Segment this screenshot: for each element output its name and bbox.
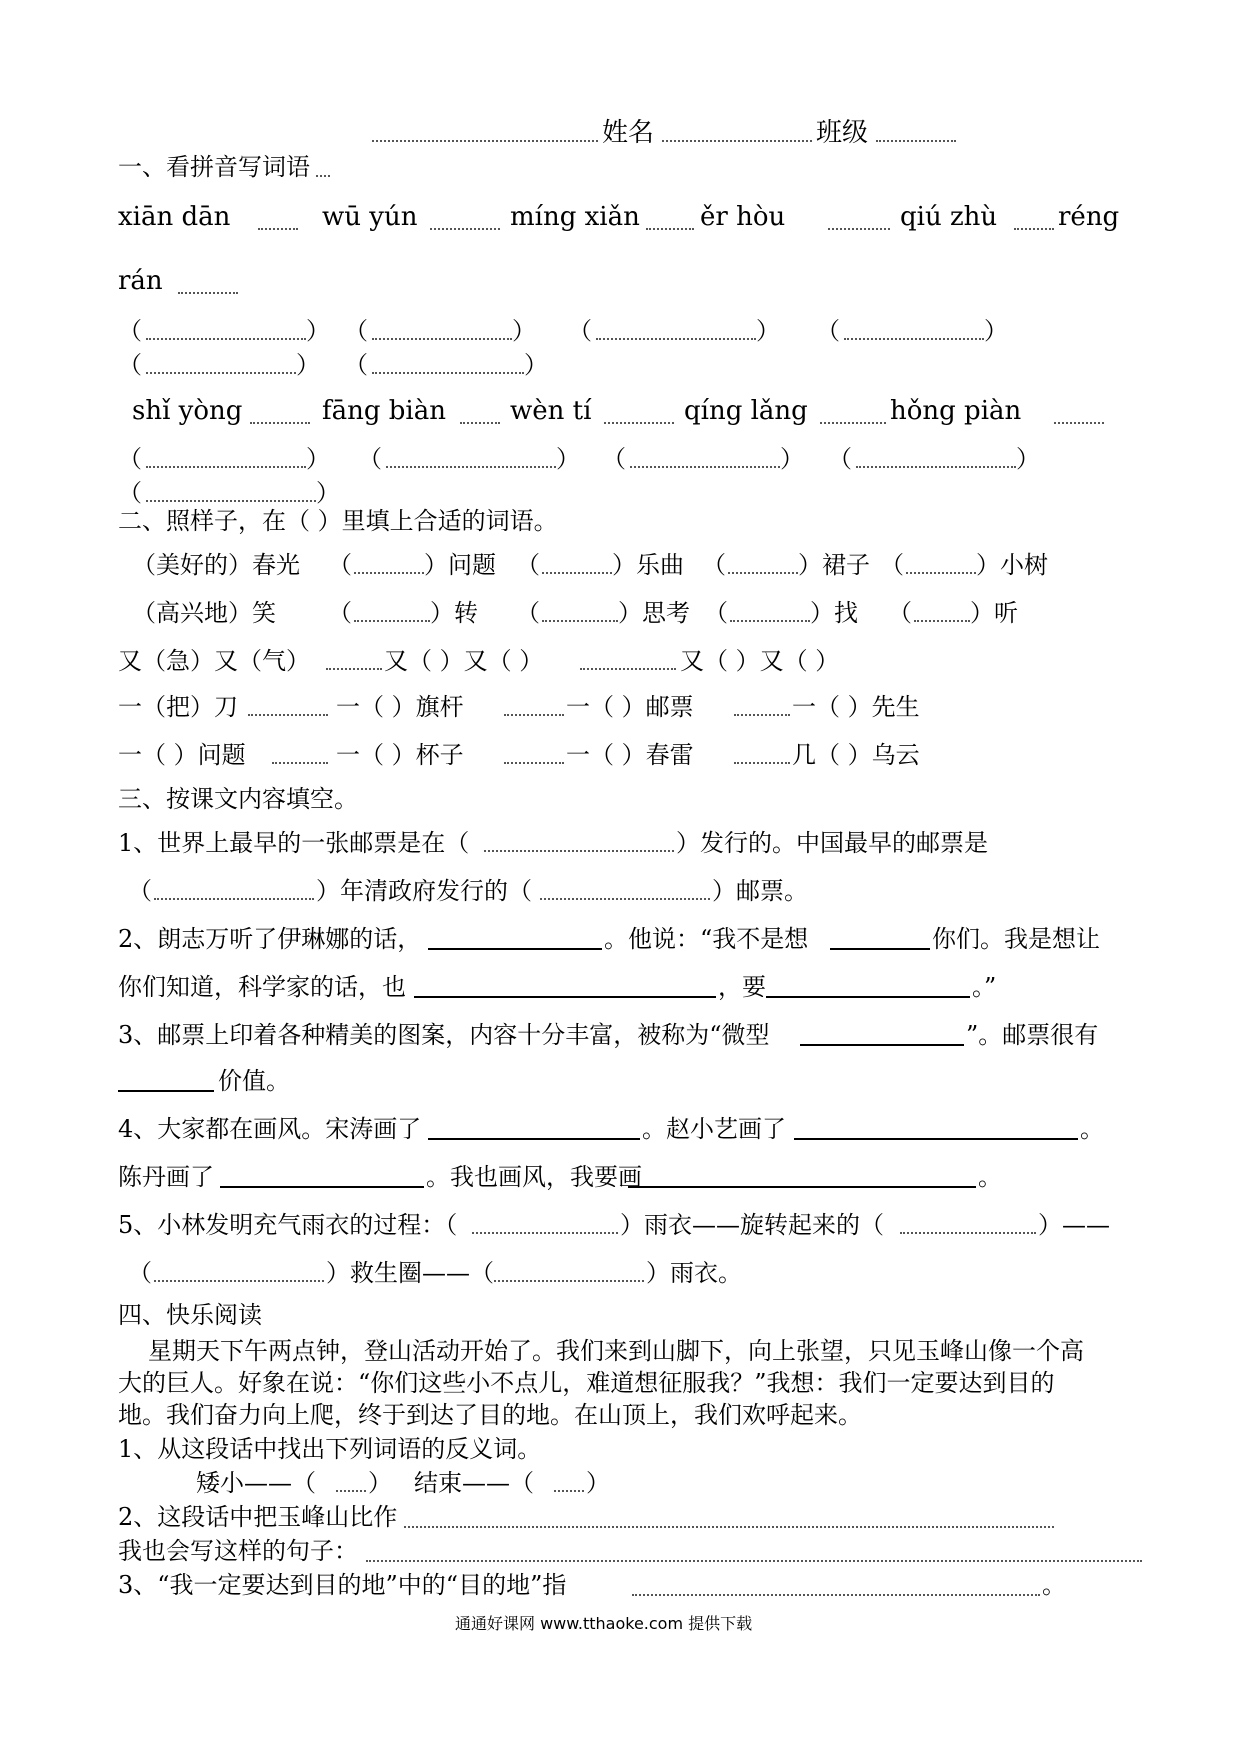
s3-q4-blank-3[interactable]	[220, 1186, 424, 1188]
s3-q5-blank-4[interactable]	[494, 1280, 644, 1282]
class-label: 班级	[816, 118, 869, 148]
title-dots	[316, 175, 330, 177]
answer-box-3[interactable]: （	[568, 317, 592, 345]
s2-l4-dots-3	[734, 714, 790, 716]
s3-q1-blank-3[interactable]	[540, 898, 710, 900]
s2-l2-blank-1[interactable]	[354, 620, 430, 622]
s2-l2-open-1: （	[328, 599, 352, 627]
answer-box-8-close: ）	[556, 445, 580, 473]
s3-q5-c: ）——	[1038, 1211, 1110, 1239]
s4-q1-antonym-2-close: ）	[586, 1469, 610, 1497]
pinyin-2: wū yún	[322, 202, 418, 232]
s3-q5-d: （	[128, 1259, 152, 1287]
answer-dots-2	[372, 338, 512, 340]
s4-q2-write: 我也会写这样的句子：	[118, 1537, 358, 1565]
s2-l2-open-4: （	[888, 599, 912, 627]
s2-l1-open-1: （	[328, 551, 352, 579]
s2-l5-item-1[interactable]: 一（ ）杯子	[336, 741, 464, 769]
s3-q2-blank-1[interactable]	[428, 948, 602, 950]
s2-l2-open-2: （	[516, 599, 540, 627]
s3-q4-f: 。	[978, 1163, 1002, 1191]
answer-box-5-close: ）	[296, 351, 320, 379]
pinyin-11: hǒng piàn	[890, 396, 1022, 426]
answer-box-2[interactable]: （	[344, 317, 368, 345]
answer-box-7-close: ）	[306, 445, 330, 473]
s3-q4-blank-4[interactable]	[628, 1186, 976, 1188]
s2-l2-word-1: ）转	[430, 599, 478, 627]
s3-q3-blank-2[interactable]	[118, 1090, 214, 1092]
answer-box-6[interactable]: （	[344, 351, 368, 379]
s2-l1-example: （美好的）春光	[132, 551, 300, 579]
s2-l2-open-3: （	[704, 599, 728, 627]
pinyin-gap-8	[460, 422, 500, 424]
s2-l2-word-4: ）听	[970, 599, 1018, 627]
s3-q2-f: 。”	[972, 973, 997, 1001]
pinyin-3: míng xiǎn	[510, 202, 640, 232]
answer-dots-7	[146, 466, 306, 468]
s3-q1-blank-1[interactable]	[484, 850, 674, 852]
name-label: 姓名	[602, 118, 655, 148]
s3-q4-blank-2[interactable]	[794, 1138, 1078, 1140]
s3-q4-d: 陈丹画了	[118, 1163, 214, 1191]
answer-box-11[interactable]: （	[118, 479, 142, 507]
s4-q1: 1、从这段话中找出下列词语的反义词。	[118, 1435, 542, 1463]
pinyin-10: qíng lǎng	[684, 396, 808, 426]
s2-l2-example: （高兴地）笑	[132, 599, 276, 627]
s3-q1-e: ）邮票。	[712, 877, 808, 905]
s2-l2-word-2: ）思考	[618, 599, 690, 627]
s2-l4-item-2[interactable]: 一（ ）邮票	[566, 693, 694, 721]
pinyin-7: shǐ yòng	[132, 396, 243, 426]
s3-q1-d: ）年清政府发行的（	[316, 877, 532, 905]
s3-q2-c: 你们。我是想让	[932, 925, 1100, 953]
s2-l2-blank-3[interactable]	[730, 620, 810, 622]
s2-l5-dots-2	[504, 762, 564, 764]
pinyin-gap-4	[828, 228, 890, 230]
s3-q3-c: 价值。	[218, 1067, 290, 1095]
section-2-title: 二、照样子，在（ ）里填上合适的词语。	[118, 507, 558, 535]
footer-text: 通通好课网 www.tthaoke.com 提供下载	[455, 1614, 753, 1633]
class-field[interactable]	[876, 140, 956, 142]
s3-q3-blank-1[interactable]	[800, 1044, 964, 1046]
answer-box-4[interactable]: （	[816, 317, 840, 345]
s4-passage-line-2: 大的巨人。好象在说：“你们这些小不点儿，难道想征服我？”我想：我们一定要达到目的	[118, 1369, 1055, 1397]
s2-l1-open-3: （	[702, 551, 726, 579]
answer-dots-10	[856, 466, 1016, 468]
s3-q1-b: ）发行的。中国最早的邮票是	[676, 829, 988, 857]
pinyin-gap-7	[250, 422, 310, 424]
s4-q1-blank-2[interactable]	[554, 1490, 584, 1492]
s2-l1-blank-3[interactable]	[728, 572, 798, 574]
s3-q3-b: ”。邮票很有	[966, 1021, 1099, 1049]
s3-q5-blank-1[interactable]	[472, 1232, 618, 1234]
s4-q1-blank-1[interactable]	[336, 1490, 366, 1492]
s3-q5-f: ）雨衣。	[646, 1259, 742, 1287]
name-field[interactable]	[662, 140, 812, 142]
s3-q5-blank-3[interactable]	[154, 1280, 324, 1282]
pinyin-6-wrap: rán	[118, 266, 163, 296]
s3-q2-blank-3[interactable]	[414, 996, 716, 998]
s2-l3-example: 又（急）又（气）	[118, 647, 310, 675]
s3-q5-a: 5、小林发明充气雨衣的过程：（	[118, 1211, 458, 1239]
pinyin-gap-5	[1014, 228, 1054, 230]
header-dots-left	[372, 140, 598, 142]
answer-box-11-close: ）	[316, 479, 340, 507]
s4-q2-blank[interactable]	[404, 1526, 1054, 1528]
s2-l3-dots-2	[580, 668, 676, 670]
s3-q2-d: 你们知道，科学家的话，也	[118, 973, 406, 1001]
s2-l4-dots-2	[504, 714, 564, 716]
s3-q2-blank-2[interactable]	[830, 948, 930, 950]
s3-q4-c: 。	[1080, 1115, 1104, 1143]
answer-dots-3	[596, 338, 756, 340]
s3-q4-blank-1[interactable]	[428, 1138, 640, 1140]
answer-box-10[interactable]: （	[828, 445, 852, 473]
answer-dots-8	[386, 466, 556, 468]
s3-q2-a: 2、朗志万听了伊琳娜的话，	[118, 925, 422, 953]
s3-q5-blank-2[interactable]	[900, 1232, 1036, 1234]
s3-q1-blank-2[interactable]	[154, 898, 314, 900]
answer-box-6-close: ）	[524, 351, 548, 379]
s4-passage-line-3: 地。我们奋力向上爬，终于到达了目的地。在山顶上，我们欢呼起来。	[118, 1401, 862, 1429]
answer-dots-6	[372, 372, 524, 374]
s2-l1-word-4: ）小树	[976, 551, 1048, 579]
answer-box-10-close: ）	[1016, 445, 1040, 473]
s2-l1-word-1: ）问题	[424, 551, 496, 579]
answer-box-1[interactable]: （	[118, 317, 142, 345]
answer-box-4-close: ）	[984, 317, 1008, 345]
s4-q3-end: 。	[1042, 1571, 1066, 1599]
s3-q2-b: 。他说：“我不是想	[604, 925, 809, 953]
pinyin-9: wèn tí	[510, 396, 592, 426]
answer-dots-11	[146, 500, 316, 502]
s3-q1-a: 1、世界上最早的一张邮票是在（	[118, 829, 470, 857]
answer-dots-4	[844, 338, 984, 340]
s2-l4-item-3[interactable]: 一（ ）先生	[792, 693, 920, 721]
answer-box-7[interactable]: （	[118, 445, 142, 473]
s3-q4-b: 。赵小艺画了	[642, 1115, 786, 1143]
s2-l5-dots-1	[272, 762, 328, 764]
s3-q5-e: ）救生圈——（	[326, 1259, 494, 1287]
s2-l1-word-2: ）乐曲	[612, 551, 684, 579]
s2-l3-item-2[interactable]: 又（ ）又（ ）	[680, 647, 840, 675]
s4-q2: 2、这段话中把玉峰山比作	[118, 1503, 398, 1531]
answer-box-9[interactable]: （	[602, 445, 626, 473]
answer-box-5[interactable]: （	[118, 351, 142, 379]
s4-q1-antonym-1: 矮小——（	[196, 1469, 316, 1497]
s2-l1-word-3: ）裙子	[798, 551, 870, 579]
s2-l4-item-1[interactable]: 一（ ）旗杆	[336, 693, 464, 721]
section-1-title: 一、看拼音写词语	[118, 153, 310, 181]
answer-box-3-close: ）	[756, 317, 780, 345]
s2-l5-example: 一（ ）问题	[118, 741, 246, 769]
s2-l5-item-2[interactable]: 一（ ）春雷	[566, 741, 694, 769]
s2-l1-blank-4[interactable]	[906, 572, 976, 574]
s2-l5-dots-3	[734, 762, 790, 764]
s4-q2-write-blank[interactable]	[366, 1560, 1142, 1562]
section-3-title: 三、按课文内容填空。	[118, 785, 358, 813]
s4-q1-antonym-1-close: ）	[368, 1469, 392, 1497]
answer-box-2-close: ）	[512, 317, 536, 345]
s2-l1-blank-2[interactable]	[542, 572, 612, 574]
s2-l4-example: 一（把）刀	[118, 693, 238, 721]
s2-l5-item-3[interactable]: 几（ ）乌云	[792, 741, 920, 769]
pinyin-gap-1	[258, 228, 298, 230]
answer-dots-9	[630, 466, 780, 468]
pinyin-6: réng	[1058, 202, 1120, 232]
pinyin-5: qiú zhù	[900, 202, 998, 232]
answer-box-1-close: ）	[306, 317, 330, 345]
pinyin-gap-11	[1054, 422, 1104, 424]
s2-l1-open-4: （	[880, 551, 904, 579]
s2-l3-dots-1	[326, 668, 382, 670]
pinyin-4: ěr hòu	[700, 202, 786, 232]
answer-box-8[interactable]: （	[358, 445, 382, 473]
s2-l2-blank-2[interactable]	[542, 620, 618, 622]
s3-q4-a: 4、大家都在画风。宋涛画了	[118, 1115, 422, 1143]
s3-q2-blank-4[interactable]	[766, 996, 970, 998]
s3-q5-b: ）雨衣——旋转起来的（	[620, 1211, 884, 1239]
pinyin-gap-6	[178, 292, 238, 294]
s3-q3-a: 3、邮票上印着各种精美的图案，内容十分丰富，被称为“微型	[118, 1021, 770, 1049]
pinyin-gap-9	[604, 422, 674, 424]
s4-q3-blank[interactable]	[632, 1594, 1040, 1596]
s4-passage-line-1: 星期天下午两点钟，登山活动开始了。我们来到山脚下，向上张望，只见玉峰山像一个高	[148, 1337, 1084, 1365]
pinyin-8: fāng biàn	[322, 396, 446, 426]
s3-q4-e: 。我也画风，我要画	[426, 1163, 642, 1191]
s2-l1-blank-1[interactable]	[354, 572, 424, 574]
s2-l3-item-1[interactable]: 又（ ）又（ ）	[384, 647, 544, 675]
s4-q3: 3、“我一定要达到目的地”中的“目的地”指	[118, 1571, 567, 1599]
s2-l4-dots-1	[248, 714, 328, 716]
s2-l1-open-2: （	[516, 551, 540, 579]
section-4-title: 四、快乐阅读	[118, 1301, 262, 1329]
s2-l2-blank-4[interactable]	[914, 620, 970, 622]
pinyin-gap-10	[820, 422, 886, 424]
pinyin-gap-2	[430, 228, 500, 230]
pinyin-1: xiān dān	[118, 202, 231, 232]
answer-dots-1	[146, 338, 306, 340]
answer-box-9-close: ）	[780, 445, 804, 473]
answer-dots-5	[146, 372, 296, 374]
s3-q2-e: ，要	[718, 973, 766, 1001]
s2-l2-word-3: ）找	[810, 599, 858, 627]
s3-q1-c: （	[128, 877, 152, 905]
pinyin-gap-3	[646, 228, 694, 230]
s4-q1-antonym-2: 结束——（	[414, 1469, 534, 1497]
